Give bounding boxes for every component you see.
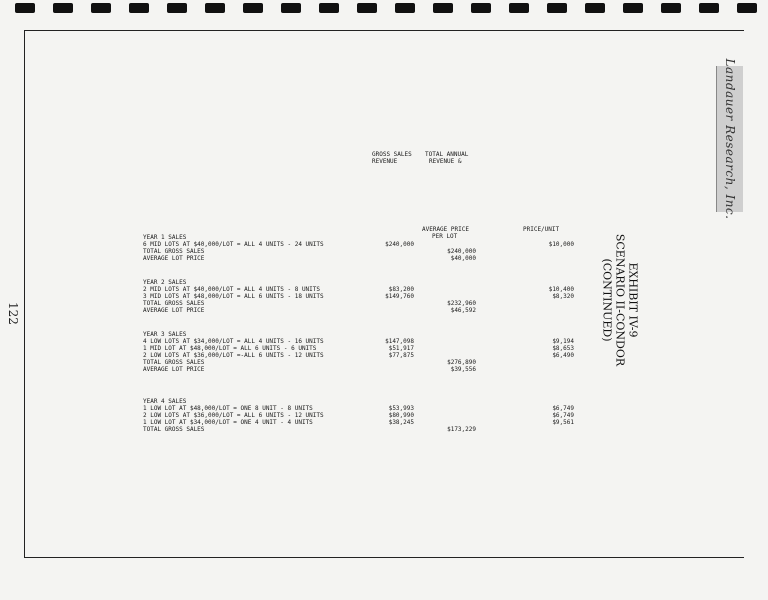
table-row-label: TOTAL GROSS SALES — [143, 248, 205, 255]
table-row-total: $173,229 — [447, 426, 476, 433]
table-row-gross: $38,245 — [388, 419, 414, 426]
binding-hole — [319, 3, 339, 13]
binding-hole — [433, 3, 453, 13]
table-row-total: $39,556 — [450, 366, 476, 373]
binding-hole — [547, 3, 567, 13]
header-total-annual-line1: TOTAL ANNUAL — [425, 151, 469, 158]
table-row-unit-price: $8,320 — [552, 293, 574, 300]
table-row-label: AVERAGE LOT PRICE — [143, 307, 205, 314]
table-row-total: $240,000 — [447, 248, 476, 255]
binding-hole — [205, 3, 225, 13]
table-row-unit-price: $6,749 — [552, 405, 574, 412]
table-row-label: 3 MID LOTS AT $48,000/LOT = ALL 6 UNITS - 18 UNITS — [143, 293, 324, 300]
table-row-total: $40,000 — [450, 255, 476, 262]
table-row-gross: $80,990 — [388, 412, 414, 419]
table-row-unit-price: $9,194 — [552, 338, 574, 345]
table-row-unit-price: $6,749 — [552, 412, 574, 419]
table-row-gross: $83,200 — [388, 286, 414, 293]
header-total-annual — [425, 151, 468, 165]
exhibit-title-line3: (CONTINUED) — [600, 258, 614, 342]
binding-hole — [243, 3, 263, 13]
year-4-title: YEAR 4 SALES — [143, 398, 187, 405]
binding-hole — [471, 3, 491, 13]
binding-hole — [699, 3, 719, 13]
company-stamp — [716, 58, 743, 220]
year-3-title: YEAR 3 SALES — [143, 331, 187, 338]
header-average-price-line1: AVERAGE PRICE — [422, 226, 469, 233]
binding-hole — [395, 3, 415, 13]
table-row-unit-price: $8,653 — [552, 345, 574, 352]
header-gross-sales-line2: REVENUE — [372, 158, 398, 165]
binding-hole — [357, 3, 377, 13]
table-row-label: AVERAGE LOT PRICE — [143, 366, 205, 373]
table-row-gross: $51,917 — [388, 345, 414, 352]
table-row-label: 4 LOW LOTS AT $34,000/LOT = ALL 4 UNITS - 16 UNITS — [143, 338, 324, 345]
table-row-label: 2 LOW LOTS AT $36,000/LOT =-ALL 6 UNITS - 12 UNITS — [143, 352, 324, 359]
table-row-label: 6 MID LOTS AT $40,000/LOT = ALL 4 UNITS - 24 UNITS — [143, 241, 324, 248]
table-row-total: $276,890 — [447, 359, 476, 366]
binding-hole — [623, 3, 643, 13]
exhibit-title — [601, 234, 640, 366]
company-stamp-text: Landauer Research, Inc. — [723, 58, 737, 220]
header-gross-sales-line1: GROSS SALES — [372, 151, 412, 158]
table-row-unit-price: $10,000 — [548, 241, 574, 248]
table-row-label: 2 MID LOTS AT $40,000/LOT = ALL 4 UNITS - 8 UNITS — [143, 286, 321, 293]
header-price-unit — [523, 226, 559, 233]
header-gross-sales — [372, 151, 412, 165]
binding-hole — [661, 3, 681, 13]
table-row-label: TOTAL GROSS SALES — [143, 300, 205, 307]
binding-hole — [15, 3, 35, 13]
year-1-title: YEAR 1 SALES — [143, 234, 187, 241]
header-price-unit-line1: PRICE/UNIT — [523, 226, 560, 233]
table-row-label: 2 LOW LOTS AT $36,000/LOT = ALL 6 UNITS - 12 UNITS — [143, 412, 324, 419]
binding-strip — [0, 0, 768, 16]
year-2-title: YEAR 2 SALES — [143, 279, 187, 286]
table-row-total: $232,960 — [447, 300, 476, 307]
table-row-label: 1 MID LOT AT $48,000/LOT = ALL 6 UNITS - 6 UNITS — [143, 345, 317, 352]
binding-hole — [129, 3, 149, 13]
table-row-unit-price: $10,400 — [548, 286, 574, 293]
exhibit-title-line1: EXHIBIT IV-9 — [626, 262, 640, 338]
header-average-price — [422, 226, 469, 240]
binding-hole — [585, 3, 605, 13]
table-row-unit-price: $6,490 — [552, 352, 574, 359]
table-row-gross: $53,993 — [388, 405, 414, 412]
table-row-label: TOTAL GROSS SALES — [143, 426, 205, 433]
table-row-gross: $147,098 — [385, 338, 414, 345]
table-row-label: 1 LOW LOT AT $34,000/LOT = ONE 4 UNIT - 4 UNITS — [143, 419, 313, 426]
page-number: 122 — [6, 302, 20, 325]
table-row-label: TOTAL GROSS SALES — [143, 359, 205, 366]
binding-hole — [509, 3, 529, 13]
header-average-price-line2: PER LOT — [432, 233, 458, 240]
exhibit-title-line2: SCENARIO II-CONDOR — [613, 233, 627, 367]
binding-hole — [167, 3, 187, 13]
binding-hole — [281, 3, 301, 13]
binding-hole — [53, 3, 73, 13]
table-row-label: 1 LOW LOT AT $48,000/LOT = ONE 8 UNIT - 8 UNITS — [143, 405, 313, 412]
table-row-gross: $77,875 — [388, 352, 414, 359]
table-row-label: AVERAGE LOT PRICE — [143, 255, 205, 262]
table-row-unit-price: $9,561 — [552, 419, 574, 426]
binding-hole — [91, 3, 111, 13]
table-row-gross: $149,760 — [385, 293, 414, 300]
table-row-gross: $240,000 — [385, 241, 414, 248]
table-row-total: $46,592 — [450, 307, 476, 314]
header-total-annual-line2: REVENUE & — [429, 158, 462, 165]
binding-hole — [737, 3, 757, 13]
